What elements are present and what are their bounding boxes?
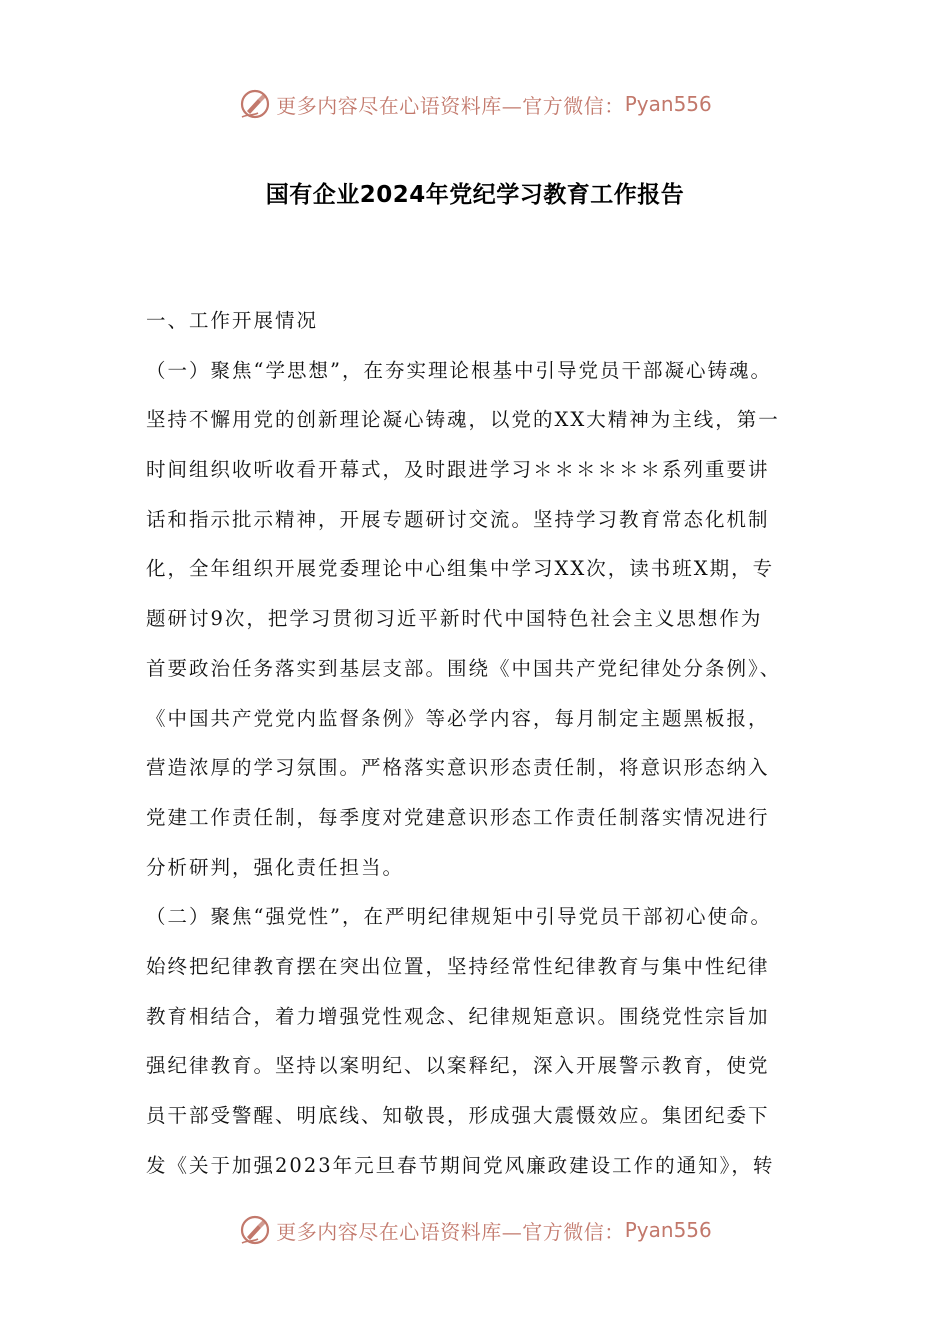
- watermark-wechat-id: Pyan556: [624, 92, 712, 116]
- watermark-text: 更多内容尽在心语资料库—官方微信：: [276, 1219, 625, 1244]
- watermark-header: [0, 84, 950, 124]
- body-line: 党建工作责任制，每季度对党建意识形态工作责任制落实情况进行: [146, 805, 770, 829]
- body-line: 化，全年组织开展党委理论中心组集中学习XX次，读书班X期，专: [146, 557, 775, 581]
- body-line: 始终把纪律教育摆在突出位置，坚持经常性纪律教育与集中性纪律: [146, 954, 770, 978]
- body-line: 营造浓厚的学习氛围。严格落实意识形态责任制，将意识形态纳入: [146, 756, 770, 780]
- body-line: 题研讨9次，把学习贯彻习近平新时代中国特色社会主义思想作为: [146, 607, 763, 631]
- subsection-heading-1: （一）聚焦“学思想”，在夯实理论根基中引导党员干部凝心铸魂。: [146, 358, 772, 382]
- body-line: 员干部受警醒、明底线、知敬畏，形成强大震慑效应。集团纪委下: [146, 1104, 770, 1127]
- subsection-heading-2: （二）聚焦“强党性”，在严明纪律规矩中引导党员干部初心使命。: [146, 905, 772, 929]
- body-line: 强纪律教育。坚持以案明纪、以案释纪，深入开展警示教育，使党: [146, 1054, 770, 1078]
- document-body: [146, 296, 826, 1190]
- body-line: 教育相结合，着力增强党性观念、纪律规矩意识。围绕党性宗旨加: [146, 1004, 770, 1028]
- body-line: 发《关于加强2023年元旦春节期间党风廉政建设工作的通知》，转: [146, 1153, 775, 1177]
- body-line: 首要政治任务落实到基层支部。围绕《中国共产党纪律处分条例》、: [146, 656, 782, 680]
- pen-logo-icon: [238, 1213, 272, 1247]
- watermark-text: 更多内容尽在心语资料库—官方微信：: [276, 93, 625, 118]
- section-heading: 一、工作开展情况: [146, 309, 319, 332]
- body-line: 《中国共产党党内监督条例》等必学内容，每月制定主题黑板报，: [146, 706, 770, 730]
- body-line: 分析研判，强化责任担当。: [146, 855, 405, 879]
- body-line: 坚持不懈用党的创新理论凝心铸魂，以党的XX大精神为主线，第一: [146, 408, 780, 432]
- body-line: 时间组织收听收看开幕式，及时跟进学习＊＊＊＊＊＊系列重要讲: [146, 458, 770, 482]
- watermark-footer: [0, 1210, 950, 1250]
- pen-logo-icon: [238, 87, 272, 121]
- body-line: 话和指示批示精神，开展专题研讨交流。坚持学习教育常态化机制: [146, 507, 770, 531]
- document-title: 国有企业2024年党纪学习教育工作报告: [265, 182, 685, 208]
- watermark-wechat-id: Pyan556: [624, 1218, 712, 1242]
